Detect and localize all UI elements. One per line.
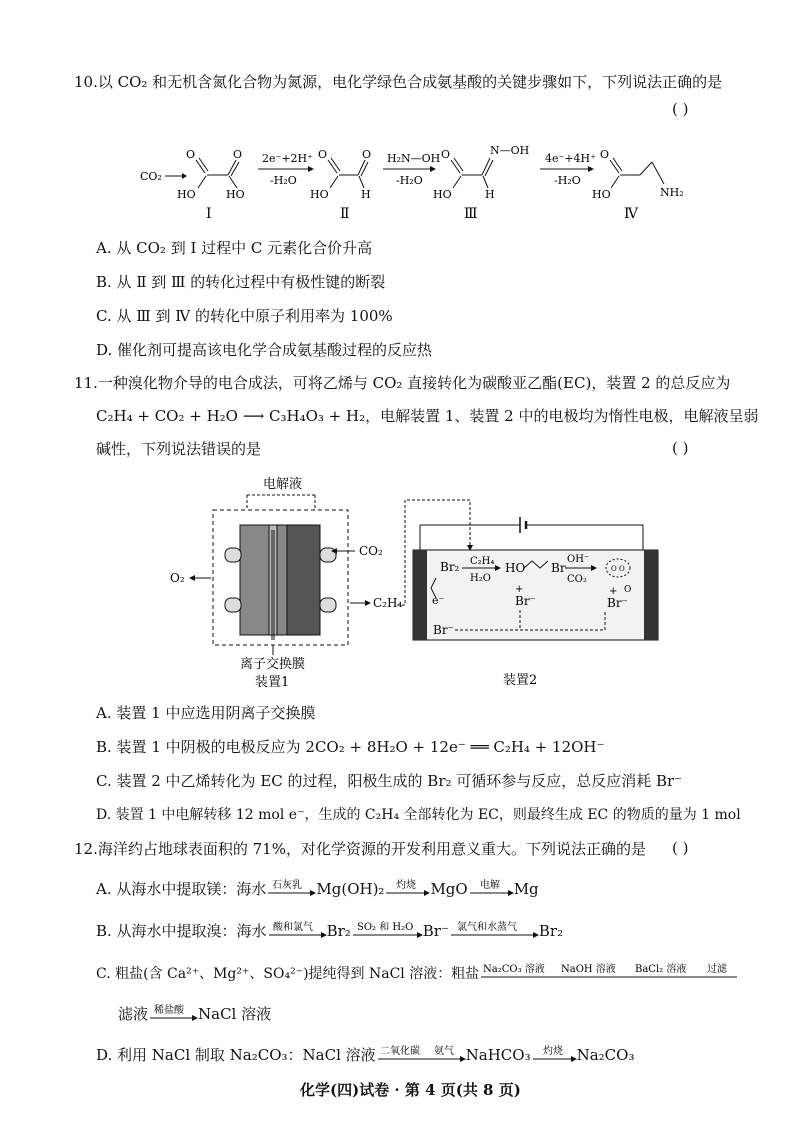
step1-top: C₂H₄ xyxy=(470,556,495,567)
svg-text:+: + xyxy=(515,584,524,595)
svg-text:NH₂: NH₂ xyxy=(660,186,684,199)
svg-text:SO₂ 和 H₂O: SO₂ 和 H₂O xyxy=(356,922,414,933)
device-1-label: 装置1 xyxy=(255,675,290,690)
compound-IV xyxy=(592,148,684,222)
arrow-icon xyxy=(701,963,739,985)
br-minus-right: Br⁻ xyxy=(607,596,628,610)
q11-stem-line3: 碱性，下列说法错误的是 xyxy=(96,440,262,458)
page-footer: 化学(四)试卷 · 第 4 页(共 8 页) xyxy=(300,1081,521,1099)
q10-option-d: D. 催化剂可提高该电化学合成氨基酸过程的反应热 xyxy=(96,341,433,359)
arrow-icon xyxy=(631,963,701,985)
svg-text:H: H xyxy=(361,188,371,201)
svg-text:O: O xyxy=(362,148,372,161)
q12-answer-paren: ( ) xyxy=(672,839,689,857)
q11-answer-paren: ( ) xyxy=(672,439,689,457)
device-2-label: 装置2 xyxy=(503,673,538,688)
arrow3-bottom: -H₂O xyxy=(554,174,581,187)
br2-label: Br₂ xyxy=(440,560,460,574)
svg-text:电解: 电解 xyxy=(479,880,500,891)
svg-text:H: H xyxy=(485,188,495,201)
co2-label: CO₂ xyxy=(140,170,162,183)
arrow-icon xyxy=(531,1045,577,1067)
c2h4-out-label: C₂H₄ xyxy=(373,596,403,610)
svg-text:HO: HO xyxy=(177,188,196,201)
svg-text:N—OH: N—OH xyxy=(490,144,530,157)
svg-text:O: O xyxy=(619,565,625,573)
step2-top: OH⁻ xyxy=(567,554,590,565)
svg-text:BaCl₂ 溶液: BaCl₂ 溶液 xyxy=(635,964,687,975)
compound-I xyxy=(177,148,245,222)
label-IV: Ⅳ xyxy=(624,206,638,222)
device-2 xyxy=(413,517,658,688)
label-I: Ⅰ xyxy=(206,206,212,222)
q12-option-a: A. 从海水中提取镁：海水 石灰乳 Mg(OH)₂ 灼烧 MgO 电解 Mg xyxy=(96,879,539,901)
svg-text:氯气和水蒸气: 氯气和水蒸气 xyxy=(456,922,517,933)
q10-option-b: B. 从 Ⅱ 到 Ⅲ 的转化过程中有极性键的断裂 xyxy=(96,273,386,291)
svg-text:过滤: 过滤 xyxy=(707,964,728,975)
arrow3-top: 4e⁻+4H⁺ xyxy=(545,152,596,165)
arrow-icon xyxy=(384,879,430,901)
step1-bottom: H₂O xyxy=(470,573,491,584)
svg-text:O: O xyxy=(441,148,451,161)
q10-reaction-scheme xyxy=(130,140,690,230)
arrow2-top: H₂N—OH xyxy=(387,152,441,165)
ho-label: HO xyxy=(505,561,526,575)
q12-option-d: D. 利用 NaCl 制取 Na₂CO₃：NaCl 溶液 二氧化碳 氨气 NaHCO₃ 灼烧 Na₂CO₃ xyxy=(96,1045,634,1067)
svg-text:O: O xyxy=(233,148,243,161)
br-minus-bottom: Br⁻ xyxy=(433,623,454,637)
electrolyte-label: 电解液 xyxy=(263,477,303,492)
svg-text:O: O xyxy=(186,148,196,161)
q12-option-c-line2: 滤液 稀盐酸 NaCl 溶液 xyxy=(118,1004,271,1026)
svg-text:O: O xyxy=(318,148,328,161)
svg-text:HO: HO xyxy=(592,188,611,201)
svg-text:氨气: 氨气 xyxy=(433,1046,454,1057)
svg-text:稀盐酸: 稀盐酸 xyxy=(154,1005,185,1016)
q10-answer-paren: ( ) xyxy=(672,100,689,118)
compound-II xyxy=(310,148,371,222)
svg-text:HO: HO xyxy=(433,188,452,201)
arrow1-bottom: -H₂O xyxy=(270,174,297,187)
q12-stem: 12.海洋约占地球表面积的 71%，对化学资源的开发利用意义重大。下列说法正确的是 xyxy=(74,840,646,858)
svg-text:二氧化碳: 二氧化碳 xyxy=(379,1046,420,1057)
label-III: Ⅲ xyxy=(464,206,478,222)
q10-option-c: C. 从 Ⅲ 到 Ⅳ 的转化中原子利用率为 100% xyxy=(96,307,393,325)
svg-text:灼烧: 灼烧 xyxy=(542,1046,563,1057)
svg-text:O: O xyxy=(611,565,617,573)
q11-stem-line2: C₂H₄ + CO₂ + H₂O ⟶ C₃H₄O₃ + H₂，电解装置 1、装置 2 中的电极均为惰性电极，电解液呈弱 xyxy=(96,407,759,425)
q12-option-c-line1: C. 粗盐(含 Ca²⁺、Mg²⁺、SO₄²⁻)提纯得到 NaCl 溶液：粗盐 Na₂CO₃ 溶液 NaOH 溶液 BaCl₂ 溶液 过滤 xyxy=(96,963,739,985)
q12-option-b: B. 从海水中提取溴：海水 酸和氯气 Br₂ SO₂ 和 H₂O Br⁻ 氯气和水蒸气 Br₂ xyxy=(96,921,563,943)
e-minus-label: e⁻ xyxy=(432,594,445,607)
arrow-icon xyxy=(266,879,316,901)
arrow-icon xyxy=(555,963,631,985)
device-1 xyxy=(170,476,402,690)
compound-III xyxy=(433,144,529,222)
svg-text:O: O xyxy=(624,585,632,595)
q11-option-c: C. 装置 2 中乙烯转化为 EC 的过程，阳极生成的 Br₂ 可循环参与反应，总反应消耗 Br⁻ xyxy=(96,772,683,790)
arrow2-bottom: -H₂O xyxy=(396,174,423,187)
arrow-icon xyxy=(267,921,327,943)
co2-in-label: CO₂ xyxy=(359,544,383,558)
membrane-label: 离子交换膜 xyxy=(240,657,306,672)
arrow-icon xyxy=(479,963,555,985)
q11-stem-line1: 11.一种溴化物介导的电合成法，可将乙烯与 CO₂ 直接转化为碳酸亚乙酯(EC)，装置 2 的总反应为 xyxy=(74,374,731,392)
q10-stem: 10.以 CO₂ 和无机含氮化合物为氮源，电化学绿色合成氨基酸的关键步骤如下，下列说法正确的是 xyxy=(74,73,723,91)
q11-option-b: B. 装置 1 中阴极的电极反应为 2CO₂ + 8H₂O + 12e⁻ ══ C₂H₄ + 12OH⁻ xyxy=(96,738,605,756)
arrow-icon xyxy=(376,1045,466,1067)
q11-figure xyxy=(165,470,685,695)
svg-text:HO: HO xyxy=(310,188,329,201)
svg-text:HO: HO xyxy=(226,188,245,201)
svg-text:+: + xyxy=(609,586,618,597)
arrow-icon xyxy=(468,879,514,901)
arrow1-top: 2e⁻+2H⁺ xyxy=(262,152,313,165)
arrow-icon xyxy=(351,921,423,943)
step2-bottom: CO₂ xyxy=(567,574,587,585)
arrow-icon xyxy=(148,1004,198,1026)
o2-out-label: O₂ xyxy=(170,571,185,585)
svg-text:酸和氯气: 酸和氯气 xyxy=(272,922,313,933)
br-end-label: Br xyxy=(551,561,566,575)
svg-text:Na₂CO₃ 溶液: Na₂CO₃ 溶液 xyxy=(483,964,545,975)
q10-option-a: A. 从 CO₂ 到 Ⅰ 过程中 C 元素化合价升高 xyxy=(96,239,373,257)
label-II: Ⅱ xyxy=(340,206,350,222)
svg-text:石灰乳: 石灰乳 xyxy=(272,880,303,891)
q11-option-d: D. 装置 1 中电解转移 12 mol e⁻，生成的 C₂H₄ 全部转化为 EC，则最终生成 EC 的物质的量为 1 mol xyxy=(96,807,741,823)
arrow-icon xyxy=(449,921,539,943)
svg-text:O: O xyxy=(600,148,610,161)
br-minus-mid: Br⁻ xyxy=(515,594,536,608)
svg-text:灼烧: 灼烧 xyxy=(396,880,417,891)
svg-text:NaOH 溶液: NaOH 溶液 xyxy=(561,964,617,975)
q11-option-a: A. 装置 1 中应选用阴离子交换膜 xyxy=(96,704,316,722)
